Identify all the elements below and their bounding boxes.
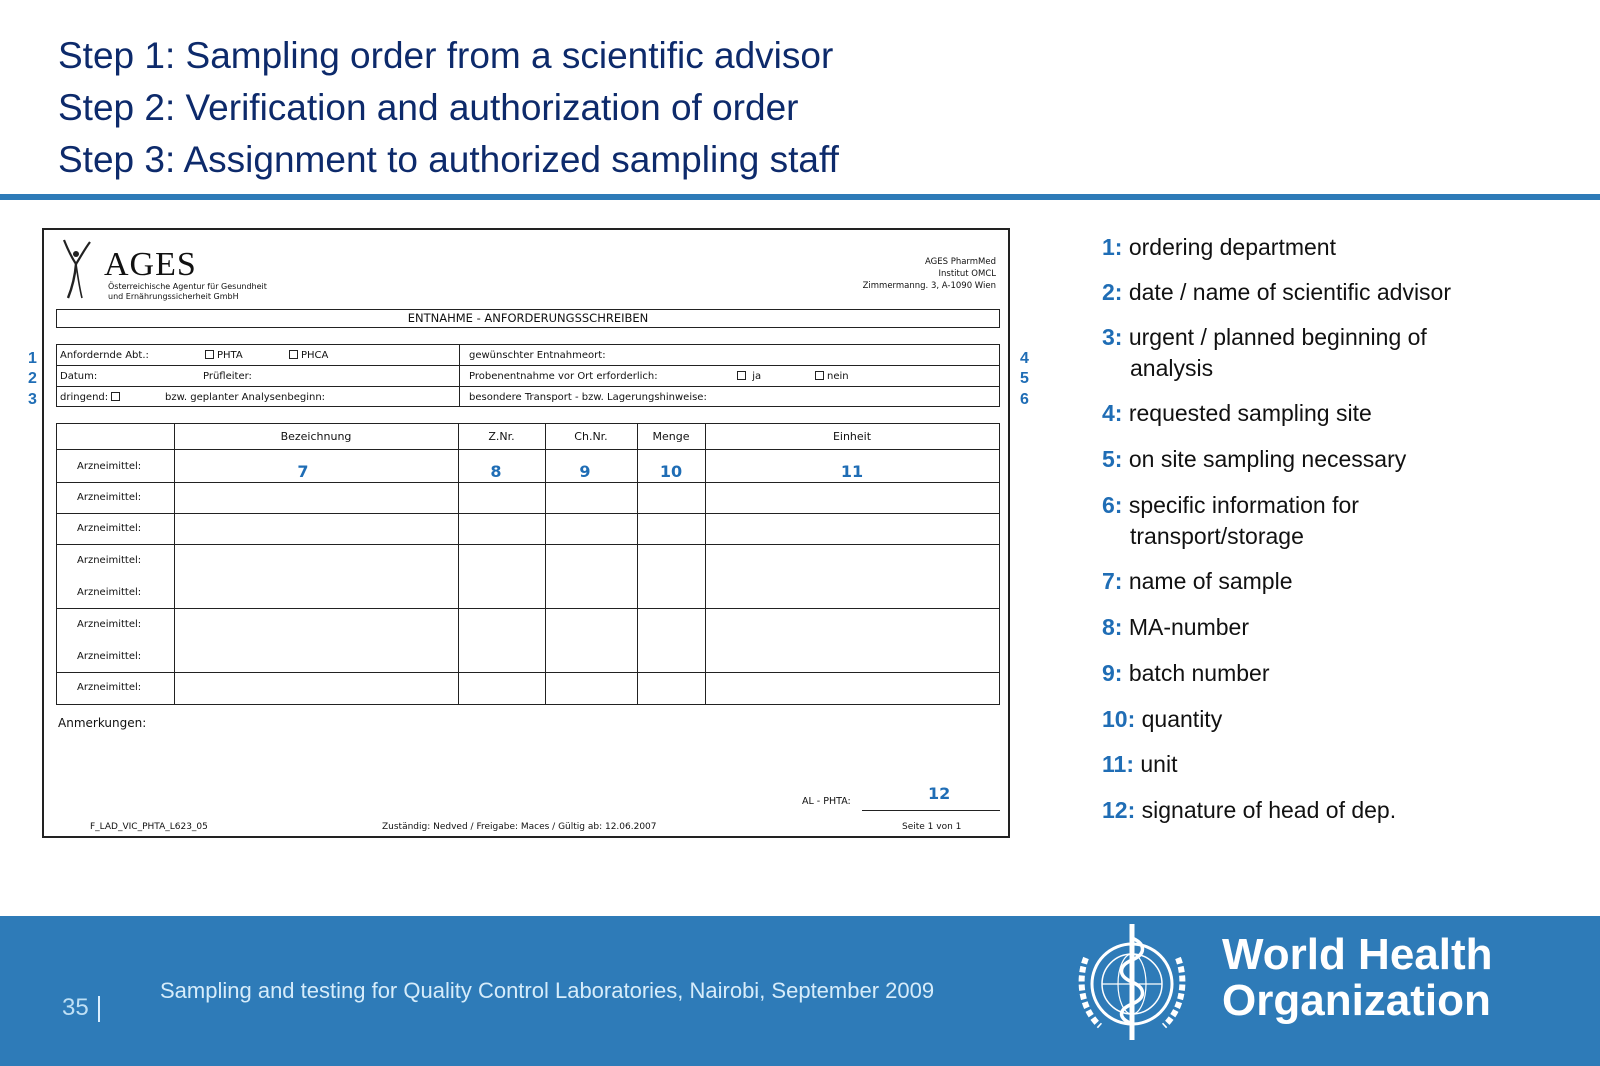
header-divider — [0, 194, 1600, 200]
ages-logo — [58, 236, 298, 304]
legend-item: 6: specific information for transport/storage — [1102, 492, 1359, 549]
field-transport-notes: besondere Transport - bzw. Lagerungshinweise: — [469, 392, 707, 403]
ages-logo-text: AGES — [104, 246, 197, 283]
marker-3: 3 — [28, 391, 37, 408]
row-label: Arzneimittel: — [77, 651, 142, 662]
who-wordmark: World Health Organization — [1222, 930, 1493, 1025]
form-footer-responsibility: Zuständig: Nedved / Freigabe: Maces / Gültig ab: 12.06.2007 — [382, 822, 657, 832]
field-onsite-sampling: Probenentnahme vor Ort erforderlich: — [469, 371, 658, 382]
row-label: Arzneimittel: — [77, 555, 142, 566]
request-header-table — [56, 344, 1000, 407]
col-header-ma-number: Z.Nr. — [488, 430, 515, 443]
marker-7: 7 — [297, 462, 309, 481]
legend-item: 5: on site sampling necessary — [1102, 446, 1407, 472]
row-label: Arzneimittel: — [77, 682, 142, 693]
marker-5: 5 — [1020, 370, 1029, 387]
legend-item: 4: requested sampling site — [1102, 400, 1372, 426]
footer-caption: Sampling and testing for Quality Control Laboratories, Nairobi, September 2009 — [160, 978, 935, 1003]
row-label: Arzneimittel: — [77, 461, 142, 472]
field-sampling-site: gewünschter Entnahmeort: — [469, 350, 606, 361]
ages-logo-subtitle: Österreichische Agentur für Gesundheit und Ernährungssicherheit GmbH — [108, 282, 267, 301]
legend-item: 3: urgent / planned beginning of analysis — [1102, 324, 1427, 381]
col-header-unit: Einheit — [832, 430, 872, 443]
remarks-label: Anmerkungen: — [58, 716, 147, 730]
form-footer-page: Seite 1 von 1 — [902, 822, 962, 832]
row-label: Arzneimittel: — [77, 619, 142, 630]
col-header-name: Bezeichnung — [280, 430, 352, 443]
field-planned-start: bzw. geplanter Analysenbeginn: — [165, 392, 326, 403]
step-3-title: Step 3: Assignment to authorized sampling staff — [58, 139, 839, 180]
signature-line — [862, 810, 1000, 811]
row-label: Arzneimittel: — [77, 523, 142, 534]
row-label: Arzneimittel: — [77, 492, 142, 503]
ages-figure-icon — [58, 236, 98, 304]
legend-item: 9: batch number — [1102, 660, 1270, 686]
checkbox-nein: nein — [815, 371, 849, 382]
who-emblem-icon — [1066, 918, 1198, 1046]
marker-11: 11 — [840, 462, 864, 481]
col-header-quantity: Menge — [652, 430, 690, 443]
legend-item: 12: signature of head of dep. — [1102, 797, 1397, 823]
page-number: 35 — [62, 994, 89, 1021]
sample-table — [56, 423, 1000, 705]
marker-9: 9 — [579, 462, 591, 481]
checkbox-ja: ja — [737, 371, 761, 382]
marker-4: 4 — [1020, 350, 1029, 367]
field-advisor: Prüfleiter: — [203, 371, 252, 382]
legend-item: 2: date / name of scientific advisor — [1102, 279, 1452, 305]
page-divider — [98, 996, 100, 1022]
marker-8: 8 — [490, 462, 502, 481]
step-1-title: Step 1: Sampling order from a scientific advisor — [58, 35, 834, 76]
checkbox-phca: PHCA — [289, 350, 328, 361]
marker-6: 6 — [1020, 391, 1029, 408]
legend-item: 8: MA-number — [1102, 614, 1249, 640]
legend-item: 1: ordering department — [1102, 234, 1336, 260]
step-2-title: Step 2: Verification and authorization of order — [58, 87, 799, 128]
legend-item: 10: quantity — [1102, 706, 1223, 732]
field-urgent: dringend: — [60, 392, 123, 403]
footer-band — [0, 916, 1600, 1066]
checkbox-phta: PHTA — [205, 350, 243, 361]
legend-item: 11: unit — [1102, 751, 1178, 777]
form-footer-code: F_LAD_VIC_PHTA_L623_05 — [90, 822, 208, 832]
marker-10: 10 — [659, 462, 683, 481]
field-department: Anfordernde Abt.: — [60, 350, 149, 361]
marker-1: 1 — [28, 350, 37, 367]
col-header-batch: Ch.Nr. — [574, 430, 608, 443]
marker-12: 12 — [928, 784, 951, 803]
marker-2: 2 — [28, 370, 37, 387]
row-label: Arzneimittel: — [77, 587, 142, 598]
sampling-request-form — [42, 228, 1010, 838]
legend-item: 7: name of sample — [1102, 568, 1293, 594]
form-title: ENTNAHME - ANFORDERUNGSSCHREIBEN — [56, 309, 1000, 328]
org-address: AGES PharmMed Institut OMCL Zimmermanng. 3, A-1090 Wien — [862, 257, 996, 291]
field-date: Datum: — [60, 371, 98, 382]
signature-label: AL - PHTA: — [802, 796, 851, 807]
